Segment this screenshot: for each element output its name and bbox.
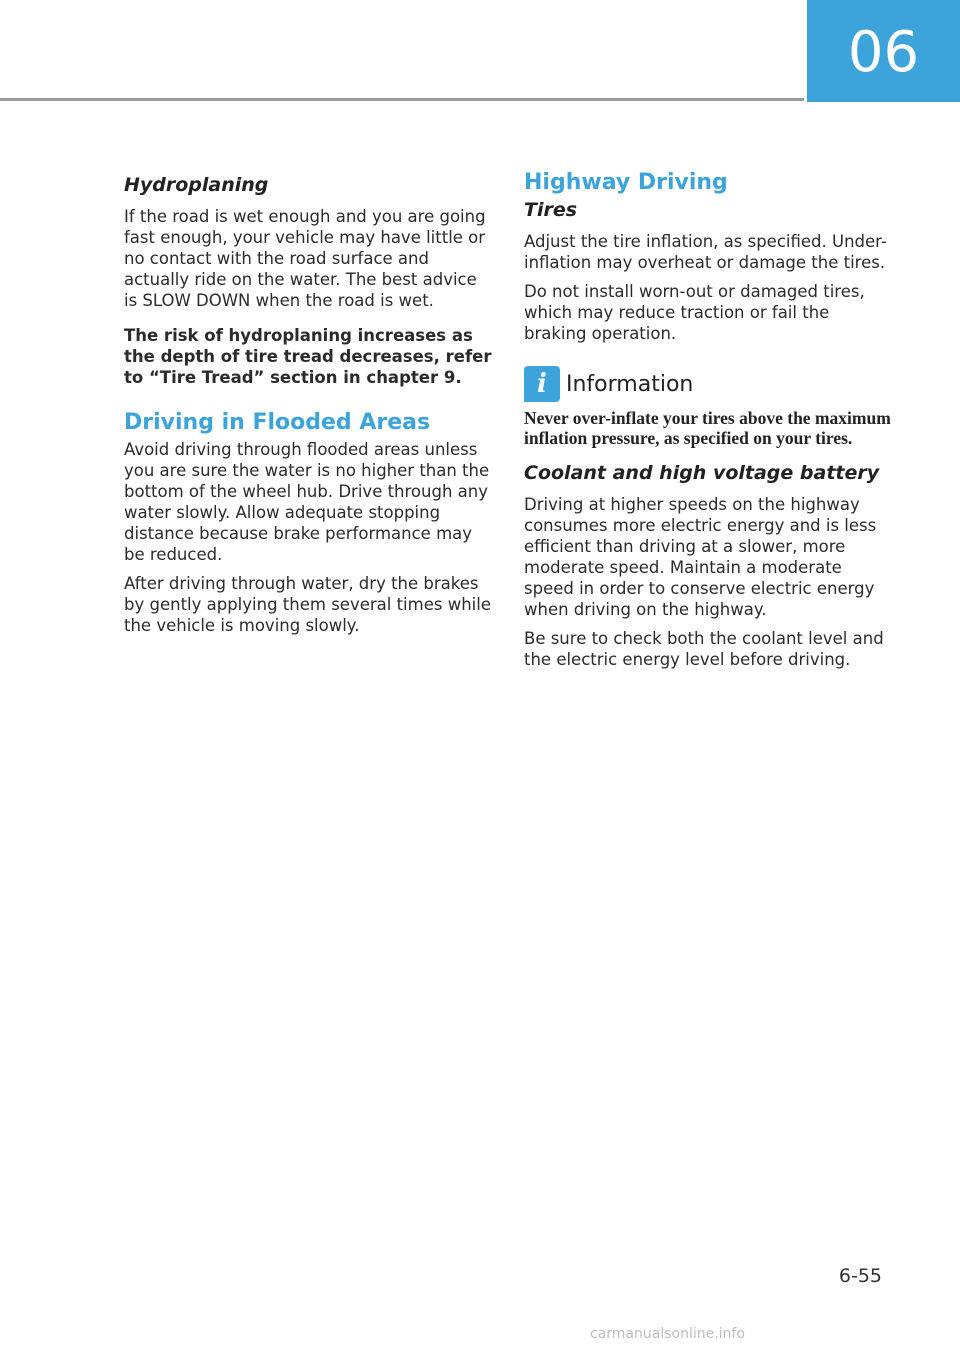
coolant-heading: Coolant and high voltage battery [524, 462, 880, 484]
flooded-areas-heading: Driving in Flooded Areas [124, 410, 431, 435]
right-column [524, 170, 894, 678]
information-text: Never over-inflate your tires above the maximum inflation pressure, as specified on your tires. [524, 408, 891, 448]
coolant-paragraph-1: Driving at higher speeds on the highway consumes more electric energy and is less efficient than driving at a slower, more moderate speed. Maintain a moderate speed in order to conserve electric energy when driving on the highway. [524, 495, 877, 619]
coolant-paragraph-2: Be sure to check both the coolant level and the electric energy level before driving. [524, 629, 884, 669]
highway-driving-heading: Highway Driving [524, 170, 728, 195]
tires-heading: Tires [524, 199, 578, 221]
flooded-paragraph-1: Avoid driving through flooded areas unless you are sure the water is no higher than the bottom of the wheel hub. Drive through any water slowly. Allow adequate stopping distance because brake performance may be reduced. [124, 440, 490, 564]
info-icon: i [524, 366, 560, 402]
hydroplaning-warning: The risk of hydroplaning increases as the depth of tire tread decreases, refer to “Tire Tread” section in chapter 9. [124, 326, 492, 387]
hydroplaning-paragraph: If the road is wet enough and you are going fast enough, your vehicle may have little or no contact with the road surface and actually ride on the water. The best advice is SLOW DOWN when the road is wet. [124, 207, 486, 310]
tires-paragraph-2: Do not install worn-out or damaged tires, which may reduce traction or fail the braking operation. [524, 282, 865, 343]
page-number: 6-55 [838, 1265, 882, 1287]
information-title: Information [566, 371, 694, 397]
flooded-paragraph-2: After driving through water, dry the brakes by gently applying them several times while the vehicle is moving slowly. [124, 574, 491, 635]
watermark: carmanualsonline.info [590, 1326, 745, 1342]
left-column [124, 170, 494, 644]
chapter-tab: 06 [807, 0, 960, 102]
tires-paragraph-1: Adjust the tire inflation, as specified. Under-inflation may overheat or damage the tires. [524, 232, 887, 272]
hydroplaning-heading: Hydroplaning [124, 174, 269, 196]
header-rule [0, 98, 804, 101]
information-header [524, 366, 894, 402]
